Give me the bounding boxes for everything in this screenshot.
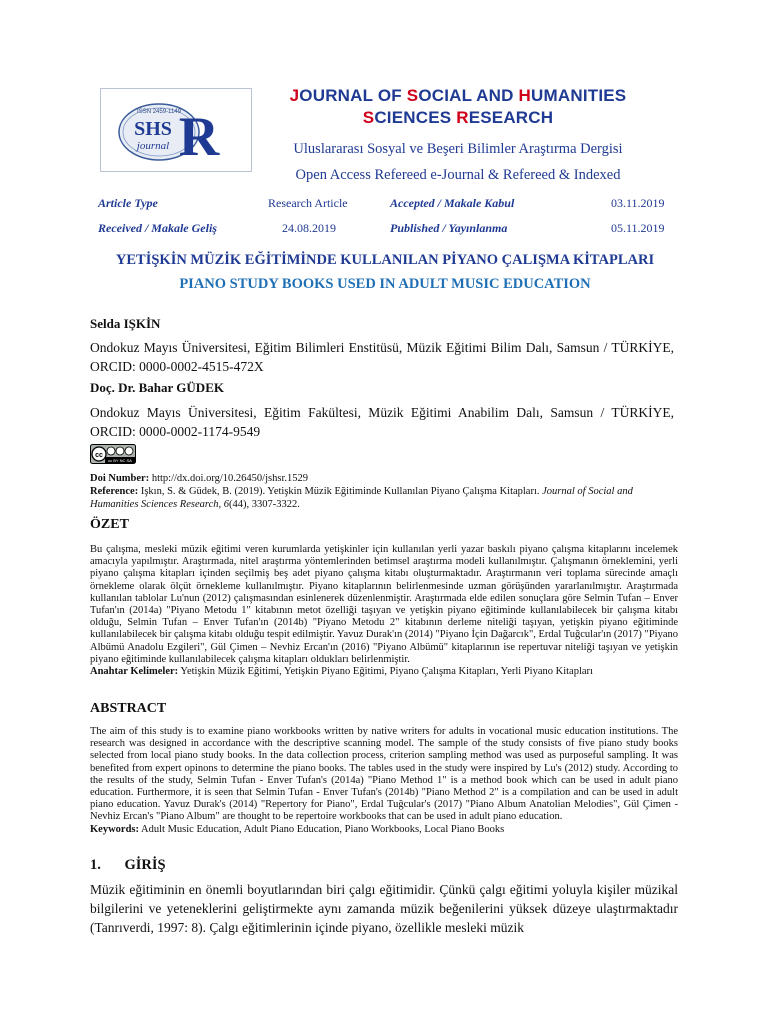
reference-rest: (44), 3307-3322. bbox=[229, 498, 300, 510]
abstract-keywords-label: Keywords: bbox=[90, 823, 139, 835]
accepted-value: 03.11.2019 bbox=[611, 196, 665, 210]
published-value: 05.11.2019 bbox=[611, 221, 665, 235]
journal-logo bbox=[100, 88, 252, 172]
reference-line bbox=[90, 486, 674, 511]
author-1-affiliation: Ondokuz Mayıs Üniversitesi, Eğitim Bilimleri Enstitüsü, Müzik Eğitimi Bilim Dalı, Samsun / TÜRKİYE, ORCID: 0000-0002-4515-472X bbox=[90, 340, 674, 374]
journal-subtitle-en: Open Access Refereed e-Journal & Refereed & Indexed bbox=[295, 167, 621, 183]
cc-license-badge[interactable] bbox=[90, 444, 136, 464]
ozet-body bbox=[90, 544, 678, 678]
author-1-name: Selda IŞKİN bbox=[90, 316, 161, 331]
reference-label: Reference: bbox=[90, 486, 139, 497]
journal-title-line1: JOURNAL OF SOCIAL AND HUMANITIES bbox=[289, 86, 627, 105]
abstract-body bbox=[90, 726, 678, 836]
svg-text:cc: cc bbox=[95, 452, 103, 459]
logo-brand: SHS bbox=[134, 118, 172, 140]
author-2-affiliation: Ondokuz Mayıs Üniversitesi, Eğitim Fakültesi, Müzik Eğitimi Anabilim Dalı, Samsun / TÜRKİYE, ORCID: 0000-0002-1174-9549 bbox=[90, 405, 674, 439]
reference-volume: 6 bbox=[223, 498, 229, 510]
ozet-heading: ÖZET bbox=[90, 517, 129, 532]
section-1-number: 1. bbox=[90, 857, 101, 873]
logo-sub: journal bbox=[136, 140, 170, 152]
article-type-value: Research Article bbox=[268, 196, 348, 210]
cc-badge-text: cc BY NC SA bbox=[108, 458, 132, 463]
abstract-keywords: Adult Music Education, Adult Piano Education, Piano Workbooks, Local Piano Books bbox=[141, 823, 505, 835]
article-title-tr: YETİŞKİN MÜZİK EĞİTİMİNDE KULLANILAN PİYANO ÇALIŞMA KİTAPLARI bbox=[115, 252, 655, 268]
doi-link[interactable]: http://dx.doi.org/10.26450/jshsr.1529 bbox=[151, 473, 308, 484]
ozet-keywords-label: Anahtar Kelimeler: bbox=[90, 666, 179, 678]
ozet-keywords: Yetişkin Müzik Eğitimi, Yetişkin Piyano Eğitimi, Piyano Çalışma Kitapları, Yerli Piyano Kitapları bbox=[180, 666, 593, 678]
journal-subtitle-tr: Uluslararası Sosyal ve Beşeri Bilimler Araştırma Dergisi bbox=[293, 141, 623, 157]
logo-issn: ISSN 2459-1149 bbox=[137, 109, 181, 115]
doi-label: Doi Number: bbox=[90, 473, 150, 484]
abstract-heading: ABSTRACT bbox=[90, 701, 167, 716]
section-1-title: GİRİŞ bbox=[124, 857, 166, 873]
accepted-label: Accepted / Makale Kabul bbox=[390, 196, 515, 210]
journal-title-line2: SCIENCES RESEARCH bbox=[362, 108, 554, 127]
section-1-heading bbox=[90, 857, 166, 874]
received-value: 24.08.2019 bbox=[282, 221, 336, 235]
cc-license-icon bbox=[90, 444, 136, 464]
doi-line bbox=[90, 473, 674, 486]
section-1-text: Müzik eğitiminin en önemli boyutlarından biri çalgı eğitimidir. Çünkü çalgı eğitimi yoluyla kişiler müzikal bilgilerini ve yeteneklerini geliştirmekte aynı zamanda müzik beğenilerini yüksek düzeye ulaştırmaktadır (Tanrıverdi, 1997: 8). Çalgı eğitimlerinin içinde piyano, özellikle mesleki müzik bbox=[90, 882, 678, 935]
shsr-logo-graphic bbox=[101, 89, 251, 171]
author-2-name: Doç. Dr. Bahar GÜDEK bbox=[90, 380, 224, 395]
reference-journal: Journal of Social and Humanities Sciences Research, bbox=[90, 486, 633, 510]
received-label: Received / Makale Geliş bbox=[98, 221, 217, 235]
published-label: Published / Yayınlanma bbox=[390, 221, 508, 235]
logo-letter: R bbox=[178, 106, 220, 168]
article-title-en: PIANO STUDY BOOKS USED IN ADULT MUSIC EDUCATION bbox=[179, 276, 591, 292]
reference-text: Işkın, S. & Güdek, B. (2019). Yetişkin Müzik Eğitiminde Kullanılan Piyano Çalışma Kitapları. bbox=[140, 486, 540, 497]
abstract-text: The aim of this study is to examine piano workbooks written by native writers for adults in vocational music education institutions. The research was designed in accordance with the descriptive scanning model. The sample of the study consists of five piano study books selected from local piano study books. In the data collection process, criterion sampling method was used as purposeful sampling. It was benefited from expert opinons to determine the piano books. The tables used in the study were inspired by Lu's (2012) study. According to the results of the study, Selmin Tufan - Enver Tufan's (2014a) "Piano Method 1" is a method book which can be used in adult piano education. Furthermore, it is seen that Selmin Tufan - Enver Tufan's (2014b) "Piano Method 2" is a compilation and can be used in adult piano education. Yavuz Durak's (2014) "Repertory for Piano", Erdal Tuğcular's (2017) "Piano Album Anatolian Melodies", Gül Çimen - Nevhiz Ercan's "Piano Album" are thought to be repertoire workbooks that can be used in adult piano education. bbox=[90, 726, 678, 823]
article-type-label: Article Type bbox=[98, 196, 158, 210]
ozet-text: Bu çalışma, mesleki müzik eğitimi veren kurumlarda yetişkinler için kullanılan yerli yazar baskılı piyano çalışma kitaplarını incelemek amacıyla yapılmıştır. Araştırmada, nitel araştırma yöntemlerinden betimsel araştırma modeli kullanılmıştır. Çalışmanın örneklemini, yerli piyano çalışma kitapları içinden seçilmiş beş adet piyano çalışma kitabı oluşturmaktadır. Araştırmanın veri toplama sürecinde amaçlı örnekleme olarak ölçüt örnekleme kullanılmıştır. Piyano kitaplarının belirlenmesinde uzman görüşünden yararlanılmıştır. Araştırmada kullanılan tablolar Lu'nun (2012) çalışmasından esinlenerek düzenlenmiştir. Araştırmada elde edilen sonuçlara göre Selmin Tufan – Enver Tufan'ın (2014a) "Piyano Metodu 1" kitabının metot özelliği taşıyan ve yetişkin piyano eğitiminde kullanılabilecek bir çalışma kitabı olduğu, Selmin Tufan – Enver Tufan'ın (2014b) "Piyano Metodu 2" kitabının derleme niteliği taşıyan, yetişkin piyano eğitiminde kullanılabilecek bir çalışma kitabı olduğu tespit edilmiştir. Yavuz Durak'ın (2014) "Piyano İçin Dağarcık", Erdal Tuğcular'ın (2017) "Piyano Albümü Anadolu Ezgileri", Gül Çimen – Nevhiz Ercan'ın (2016) "Piyano Albümü" kitaplarının ise repertuvar niteliği taşıyan ve yetişkin piyano eğitiminde kullanılabilecek çalışma kitapları oldukları belirlenmiştir. bbox=[90, 544, 678, 665]
